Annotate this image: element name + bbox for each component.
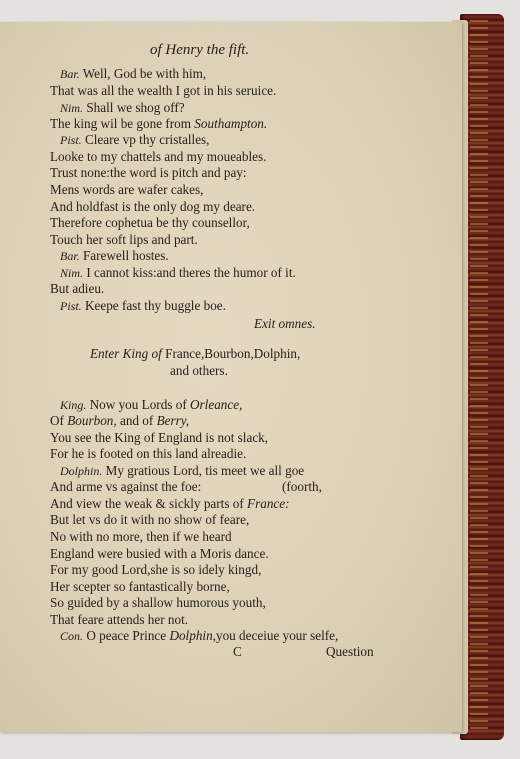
stage-direction-entrance: and others.	[170, 363, 228, 378]
text-line: Bar. Farewell hostes.	[60, 248, 169, 263]
turnover: (foorth,	[282, 479, 322, 494]
running-head: of Henry the fift.	[150, 42, 250, 58]
text-line: Nim. Shall we shog off?	[60, 100, 185, 115]
stage-direction-exit: Exit omnes.	[254, 316, 316, 331]
text-line: King. Now you Lords of Orleance,	[60, 397, 243, 412]
text-line: Pist. Cleare vp thy cristalles,	[60, 132, 210, 147]
text-line: Dolphin. My gratious Lord, tis meet we all goe	[60, 463, 305, 478]
text-line: Nim. I cannot kiss:and theres the humor of it.	[60, 265, 296, 280]
text-line: No with no more, then if we heard	[50, 529, 232, 544]
text-line: England were busied with a Moris dance.	[50, 546, 269, 561]
text-line: That was all the wealth I got in his seruice.	[50, 83, 277, 98]
text-line: But adieu.	[50, 281, 105, 296]
book-page	[0, 22, 462, 732]
text-line: You see the King of England is not slack,	[50, 430, 269, 445]
text-line: Trust none:the word is pitch and pay:	[50, 165, 247, 180]
text-line: For my good Lord,she is so idely kingd,	[50, 562, 262, 577]
text-line: That feare attends her not.	[50, 612, 189, 627]
text-line: And holdfast is the only dog my deare.	[50, 199, 256, 214]
text-line: Of Bourbon, and of Berry,	[50, 413, 190, 428]
text-line: So guided by a shallow humorous youth,	[50, 595, 266, 610]
stage-direction-entrance: Enter King of France,Bourbon,Dolphin,	[90, 346, 301, 361]
catchword: Question	[326, 644, 374, 659]
text-line: Looke to my chattels and my moueables.	[50, 149, 267, 164]
text-line: Her scepter so fantastically borne,	[50, 579, 230, 594]
text-line: Touch her soft lips and part.	[50, 232, 198, 247]
text-line: And arme vs against the foe:	[50, 479, 202, 494]
text-line: Mens words are wafer cakes,	[50, 182, 204, 197]
text-line: Pist. Keepe fast thy buggle boe.	[60, 298, 226, 313]
text-line: Bar. Well, God be with him,	[60, 66, 207, 81]
text-line: The king wil be gone from Southampton.	[50, 116, 268, 131]
text-line: For he is footed on this land alreadie.	[50, 446, 247, 461]
text-line: But let vs do it with no show of feare,	[50, 512, 250, 527]
text-line: And view the weak & sickly parts of France:	[50, 496, 290, 511]
text-line: Con. O peace Prince Dolphin,you deceiue your selfe,	[60, 628, 339, 643]
signature-mark: C	[233, 644, 242, 659]
text-line: Therefore cophetua be thy counsellor,	[50, 215, 250, 230]
page-text	[0, 22, 462, 732]
